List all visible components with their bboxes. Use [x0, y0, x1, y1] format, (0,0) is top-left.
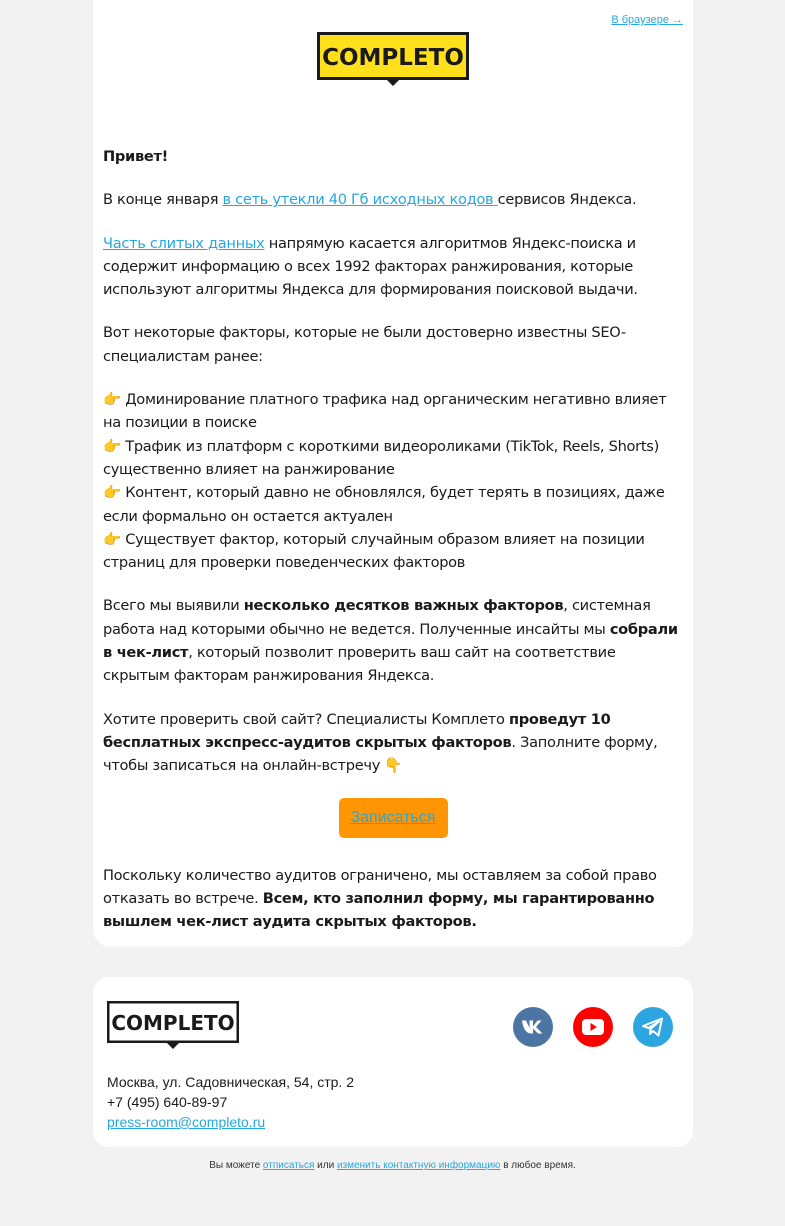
footer-card — [93, 977, 693, 1147]
list-item: 👉 Существует фактор, который случайным образом влияет на позиции страниц для проверки поведенческих факторов — [103, 530, 645, 572]
logo-text: COMPLETO — [322, 45, 464, 71]
contact-info — [107, 1072, 354, 1132]
social-links — [513, 1007, 673, 1047]
factors-list — [103, 388, 683, 574]
paragraph-leak: В конце января в сеть утекли 40 Гб исходных кодов сервисов Яндекса. — [103, 191, 637, 209]
phone: +7 (495) 640-89-97 — [107, 1094, 228, 1110]
list-item: 👉 Доминирование платного трафика над органическим негативно влияет на позиции в поиске — [103, 391, 667, 432]
completo-logo[interactable] — [317, 32, 469, 86]
unsubscribe-note: Вы можете отписаться или изменить контактную информацию в любое время. — [209, 1160, 576, 1171]
telegram-icon[interactable] — [633, 1007, 673, 1047]
list-item: 👉 Трафик из платформ с короткими видеороликами (TikTok, Reels, Shorts) существенно влияет на ранжирование — [103, 437, 659, 478]
email-link[interactable]: press-room@completo.ru — [107, 1114, 266, 1130]
paragraph-audit-offer: Хотите проверить свой сайт? Специалисты Комплето проведут 10 бесплатных экспресс-аудитов скрытых факторов. Заполните форму, чтобы записаться на онлайн-встречу 👇 — [103, 710, 658, 775]
leak-link[interactable]: в сеть утекли 40 Гб исходных кодов — [222, 191, 498, 209]
cta-wrapper — [103, 798, 683, 838]
youtube-icon[interactable] — [573, 1007, 613, 1047]
email-card — [93, 0, 693, 947]
paragraph-intro-factors: Вот некоторые факторы, которые не были достоверно известны SEO-специалистам ранее: — [103, 324, 626, 365]
completo-footer-logo[interactable] — [107, 1001, 239, 1049]
address: Москва, ул. Садовническая, 54, стр. 2 — [107, 1074, 354, 1090]
paragraph-limited: Поскольку количество аудитов ограничено, мы оставляем за собой право отказать во встрече. Всем, кто заполнил форму, мы гарантированно вышлем чек-лист аудита скрытых факторов. — [103, 866, 657, 931]
leaked-data-link[interactable]: Часть слитых данных — [103, 234, 265, 252]
email-content — [103, 145, 683, 953]
list-item: 👉 Контент, который давно не обновлялся, будет терять в позициях, даже если формально он остается актуален — [103, 484, 665, 525]
signup-button[interactable]: Записаться — [339, 798, 448, 838]
view-in-browser-link[interactable]: В браузере → — [611, 14, 683, 26]
footer-logo-text: COMPLETO — [111, 1011, 235, 1035]
vk-icon[interactable] — [513, 1007, 553, 1047]
greeting: Привет! — [103, 148, 169, 165]
unsubscribe-link[interactable]: отписаться — [262, 1160, 315, 1171]
update-contact-link[interactable]: изменить контактную информацию — [336, 1160, 501, 1171]
paragraph-checklist: Всего мы выявили несколько десятков важных факторов, системная работа над которыми обычно не ведется. Полученные инсайты мы собрали в чек-лист, который позволит проверить ваш сайт на соответствие скрытым факторам ранжирования Яндекса. — [103, 597, 678, 685]
paragraph-leaked-data: Часть слитых данных напрямую касается алгоритмов Яндекс-поиска и содержит информацию о всех 1992 факторах ранжирования, которые используют алгоритмы Яндекса для формирования поисковой выдачи. — [103, 234, 638, 299]
